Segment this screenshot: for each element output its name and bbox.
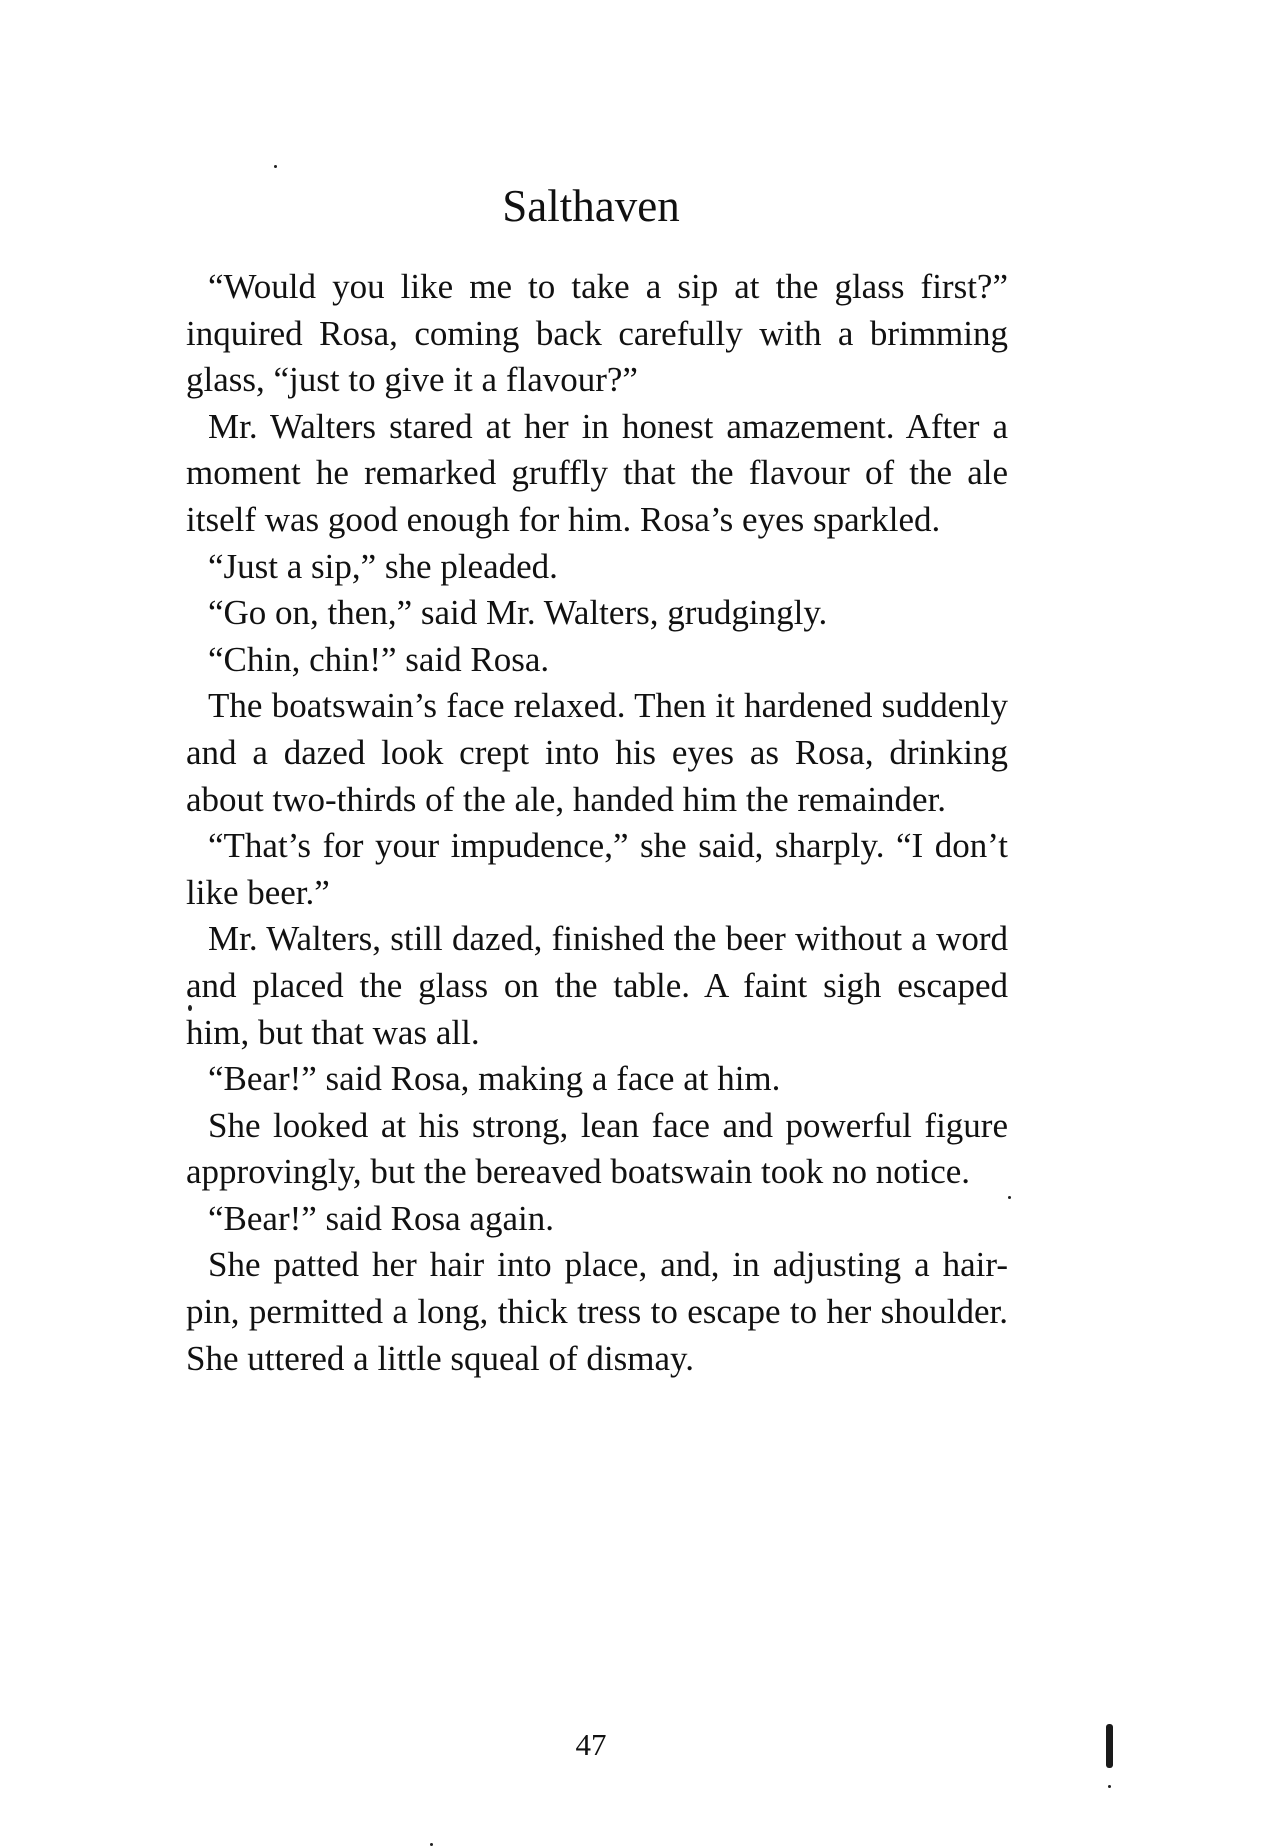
paragraph: “Bear!” said Rosa, making a face at him. — [208, 1059, 781, 1099]
paragraph: “Would you like me to take a sip at the glass first?” inquired Rosa, coming back carefully with a brimming glass, “just to give it a flavour?” — [186, 267, 1008, 400]
paragraph: Mr. Walters, still dazed, finished the beer without a word and placed the glass on the table. A faint sigh escaped him, but that was all. — [186, 919, 1008, 1052]
paragraph: “Bear!” said Rosa again. — [208, 1198, 554, 1238]
paragraph: The boatswain’s face relaxed. Then it hardened suddenly and a dazed look crept into his eyes as Rosa, drinking about two-thirds of the ale, handed him the remainder. — [186, 686, 1008, 819]
paragraph: She looked at his strong, lean face and powerful figure approvingly, but the bereaved boatswain took no notice. — [186, 1105, 1008, 1192]
paragraph: Mr. Walters stared at her in honest amazement. After a moment he remarked gruffly that the flavour of the ale itself was good enough for him. Rosa’s eyes sparkled. — [186, 406, 1008, 539]
paragraph: “Chin, chin!” said Rosa. — [208, 639, 550, 679]
running-title: Salthaven — [502, 181, 680, 231]
paragraph: “That’s for your impudence,” she said, sharply. “I don’t like beer.” — [186, 826, 1008, 912]
print-speck — [188, 1005, 192, 1011]
body-text — [186, 264, 1008, 1382]
page-edge-mark — [1106, 1724, 1113, 1768]
print-speck — [274, 165, 277, 168]
print-speck — [1008, 1196, 1011, 1199]
page-number: 47 — [575, 1727, 607, 1762]
print-speck — [1108, 1785, 1111, 1788]
paragraph: She patted her hair into place, and, in adjusting a hair-pin, permitted a long, thick tress to escape to her shoulder. She uttered a little squeal of dismay. — [186, 1245, 1008, 1378]
paragraph: “Just a sip,” she pleaded. — [208, 546, 558, 586]
paragraph: “Go on, then,” said Mr. Walters, grudgingly. — [208, 593, 828, 633]
